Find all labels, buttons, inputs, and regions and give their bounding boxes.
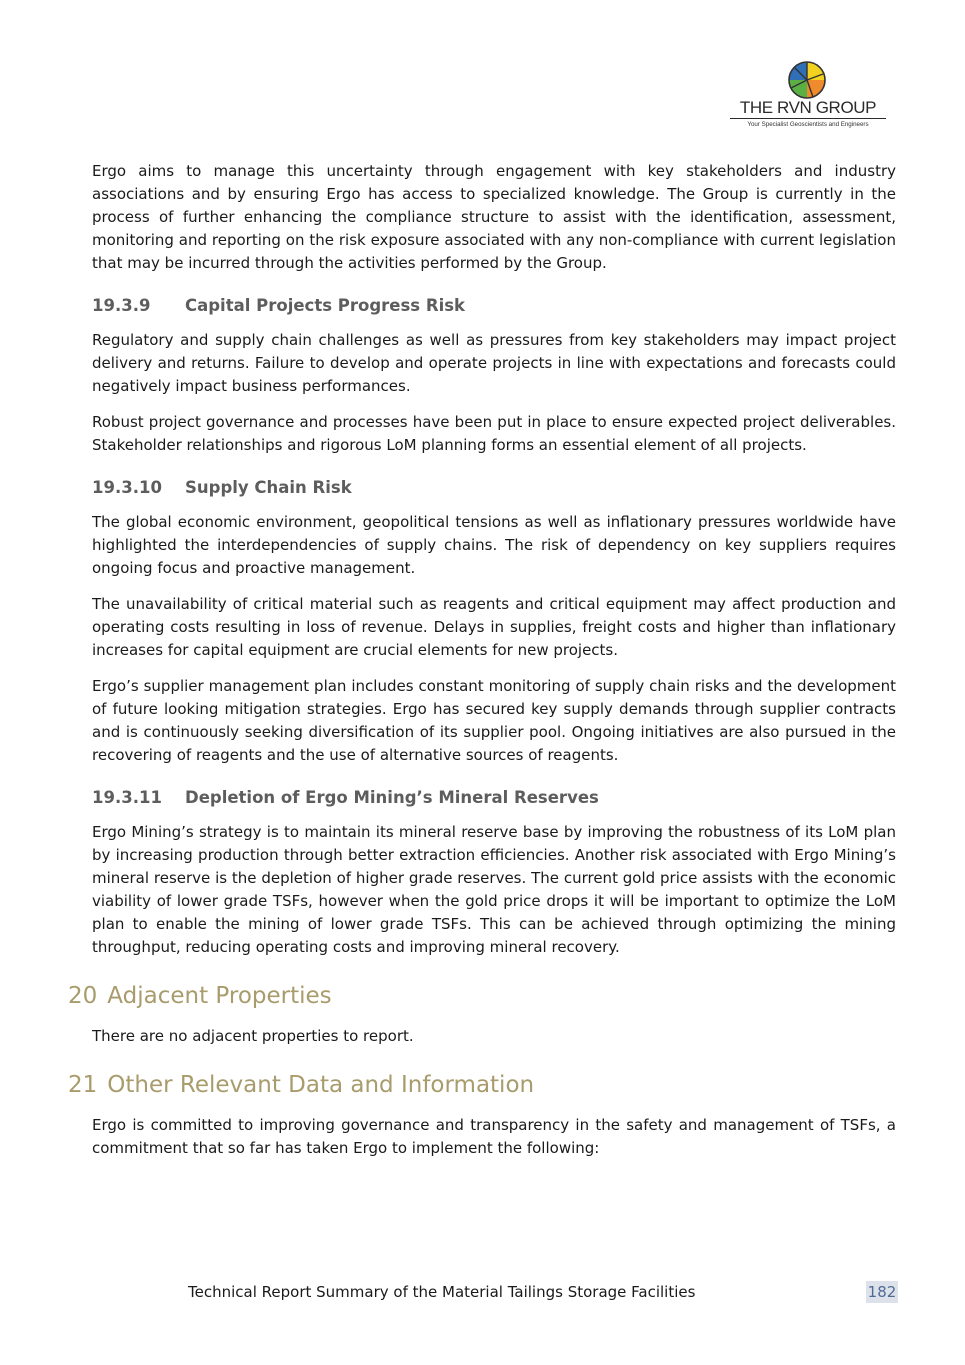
logo-brand-text: THE RVN GROUP bbox=[730, 98, 886, 119]
paragraph: Ergo’s supplier management plan includes constant monitoring of supply chain risks and the development of future looking mitigation strategies. Ergo has secured key supply demands through supplier contracts and is continuously seeking diversification of its supplier pool. Ongoing initiatives are also pursued in the recovering of reagents and the use of alternative sources of reagents. bbox=[92, 677, 896, 764]
intro-paragraph: Ergo aims to manage this uncertainty through engagement with key stakeholders and industry associations and by ensuring Ergo has access to specialized knowledge. The Group is currently in the process of further enhancing the compliance structure to assist with the identification, assessment, monitoring and reporting on the risk exposure associated with any non-compliance with current legislation that may be incurred through the activities performed by the Group. bbox=[92, 162, 896, 272]
section-heading-19-3-9 bbox=[92, 295, 896, 317]
paragraph: The global economic environment, geopolitical tensions as well as inflationary pressures worldwide have highlighted the interdependencies of supply chains. The risk of dependency on key suppliers requires ongoing focus and proactive management. bbox=[92, 513, 896, 577]
chapter-heading-20 bbox=[68, 981, 896, 1011]
section-title: Supply Chain Risk bbox=[185, 478, 352, 497]
paragraph: The unavailability of critical material such as reagents and critical equipment may affect production and operating costs resulting in loss of revenue. Delays in supplies, freight costs and higher than inflationary increases for capital equipment are crucial elements for new projects. bbox=[92, 595, 896, 659]
paragraph: Ergo is committed to improving governance and transparency in the safety and management of TSFs, a commitment that so far has taken Ergo to implement the following: bbox=[92, 1116, 896, 1157]
section-number: 19.3.11 bbox=[92, 788, 162, 807]
chapter-number: 20 bbox=[68, 983, 98, 1009]
paragraph: Ergo Mining’s strategy is to maintain its mineral reserve base by improving the robustness of its LoM plan by increasing production through better extraction efficiencies. Another risk associated with Ergo Mining’s mineral reserve is the depletion of higher grade reserves. The current gold price assists with the economic viability of lower grade TSFs, however when the gold price drops it will be important to optimize the LoM plan to enable the mining of lower grade TSFs. This can be achieved through optimizing the mining throughput, reducing operating costs and improving mineral recovery. bbox=[92, 823, 896, 956]
rvn-logo-icon bbox=[787, 60, 827, 100]
chapter-heading-21 bbox=[68, 1070, 896, 1100]
logo-tagline: Your Specialist Geoscientists and Engineers bbox=[747, 121, 869, 128]
paragraph: There are no adjacent properties to report. bbox=[92, 1027, 414, 1045]
section-number: 19.3.9 bbox=[92, 296, 151, 315]
page-footer bbox=[0, 1281, 965, 1303]
paragraph: Robust project governance and processes have been put in place to ensure expected project deliverables. Stakeholder relationships and rigorous LoM planning forms an essential element of all projects. bbox=[92, 413, 896, 454]
chapter-title: Other Relevant Data and Information bbox=[107, 1072, 535, 1098]
chapter-title: Adjacent Properties bbox=[107, 983, 332, 1009]
paragraph: Regulatory and supply chain challenges as well as pressures from key stakeholders may impact project delivery and returns. Failure to develop and operate projects in line with expectations and forecasts could negatively impact business performances. bbox=[92, 331, 896, 395]
section-heading-19-3-10 bbox=[92, 477, 896, 499]
chapter-number: 21 bbox=[68, 1072, 98, 1098]
section-title: Depletion of Ergo Mining’s Mineral Reserves bbox=[185, 788, 599, 807]
company-logo bbox=[728, 58, 888, 132]
section-heading-19-3-11 bbox=[92, 787, 896, 809]
page-number: 182 bbox=[867, 1283, 897, 1301]
footer-title: Technical Report Summary of the Material Tailings Storage Facilities bbox=[188, 1283, 696, 1301]
document-body bbox=[68, 160, 896, 1173]
section-number: 19.3.10 bbox=[92, 478, 162, 497]
section-title: Capital Projects Progress Risk bbox=[185, 296, 466, 315]
